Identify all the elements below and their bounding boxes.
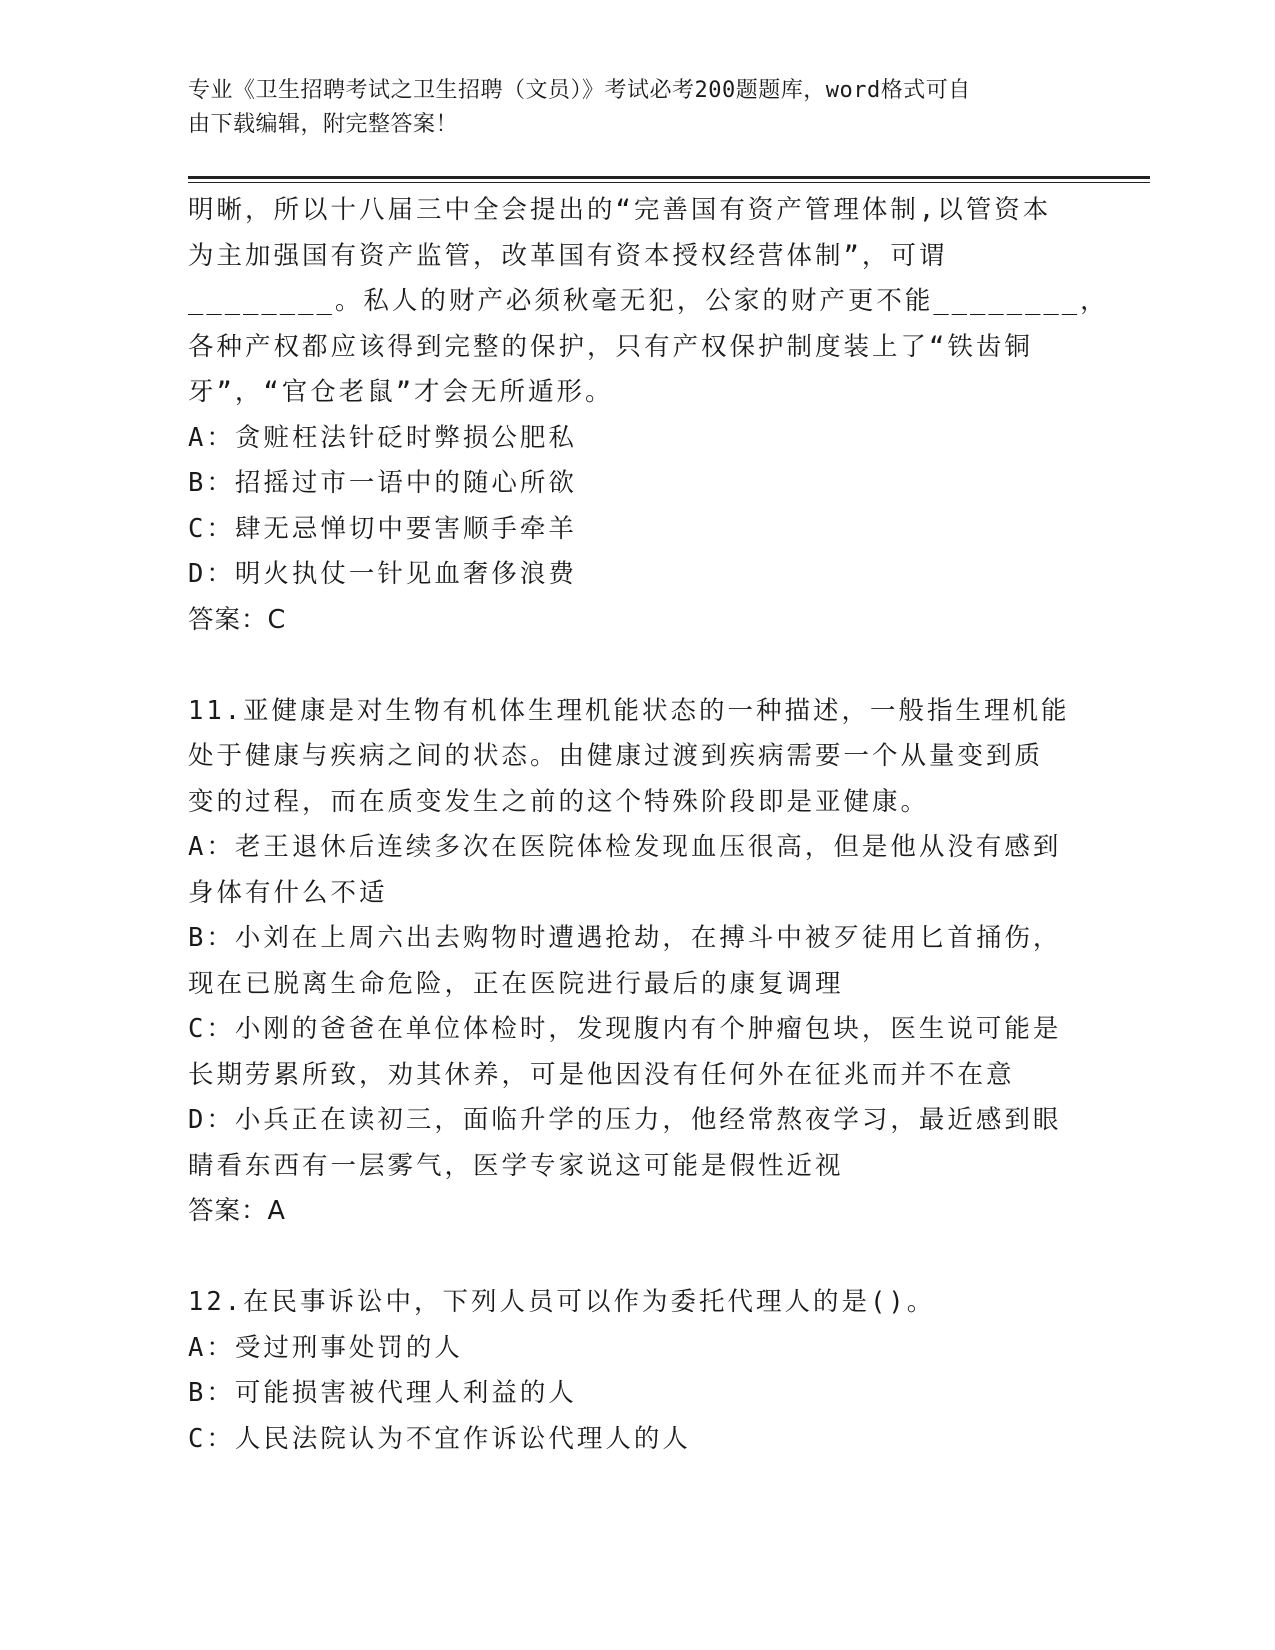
option-d: D：明火执仗一针见血奢侈浪费 [188,559,577,589]
spacer [188,643,1068,689]
question-stem-line: 为主加强国有资产监管，改革国有资本授权经营体制”，可谓 [188,240,948,271]
option-b: B：招摇过市一语中的随心所欲 [188,468,577,498]
header-line: 专业《卫生招聘考试之卫生招聘（文员）》考试必考200题题库，word格式可自 [188,78,971,103]
header-divider-thin [188,182,1150,183]
option-b: B：可能损害被代理人利益的人 [188,1378,577,1408]
option-c-cont: 长期劳累所致，劝其休养，可是他因没有任何外在征兆而并不在意 [188,1059,1015,1090]
option-a: A：贪赃枉法针砭时弊损公肥私 [188,422,577,453]
option-a: A：老王退休后连续多次在医院体检发现血压很高，但是他从没有感到 [188,832,1062,862]
question-12 [188,1280,1068,1462]
option-b-cont: 现在已脱离生命危险，正在医院进行最后的康复调理 [188,968,844,999]
option-c: C：人民法院认为不宜作诉讼代理人的人 [188,1423,691,1454]
option-a: A：受过刑事处罚的人 [188,1332,463,1363]
question-stem-line: ________。私人的财产必须秋毫无犯，公家的财产更不能________， [188,286,1109,316]
option-d-cont: 睛看东西有一层雾气，医学专家说这可能是假性近视 [188,1150,844,1181]
answer-line: 答案：A [188,1196,286,1226]
question-stem-line: 各种产权都应该得到完整的保护，只有产权保护制度装上了“铁齿铜 [188,331,1033,362]
option-a-cont: 身体有什么不适 [188,877,388,908]
question-stem-line: 牙”，“官仓老鼠”才会无所遁形。 [188,377,614,407]
question-stem-line: 11.亚健康是对生物有机体生理机能状态的一种描述，一般指生理机能 [188,695,1070,726]
document-header [188,74,1068,142]
question-stem-line: 12.在民事诉讼中，下列人员可以作为委托代理人的是()。 [188,1287,936,1317]
option-c: C：肆无忌惮切中要害顺手牵羊 [188,513,577,544]
answer-line: 答案：C [188,604,287,635]
question-stem-line: 变的过程，而在质变发生之前的这个特殊阶段即是亚健康。 [188,786,930,817]
spacer [188,1235,1068,1281]
question-10 [188,188,1109,643]
question-stem-line: 明晰，所以十八届三中全会提出的“完善国有资产管理体制,以管资本 [188,195,1052,225]
option-b: B：小刘在上周六出去购物时遭遇抢劫，在搏斗中被歹徒用匕首捅伤， [188,923,1062,953]
question-stem-line: 处于健康与疾病之间的状态。由健康过渡到疾病需要一个从量变到质 [188,741,1044,771]
header-line: 由下载编辑，附完整答案！ [188,112,459,137]
option-c: C：小刚的爸爸在单位体检时，发现腹内有个肿瘤包块，医生说可能是 [188,1014,1062,1044]
question-11 [188,689,1068,1235]
header-divider-thick [188,176,1150,179]
option-d: D：小兵正在读初三，面临升学的压力，他经常熬夜学习，最近感到眼 [188,1105,1062,1135]
document-body [188,188,1109,1462]
